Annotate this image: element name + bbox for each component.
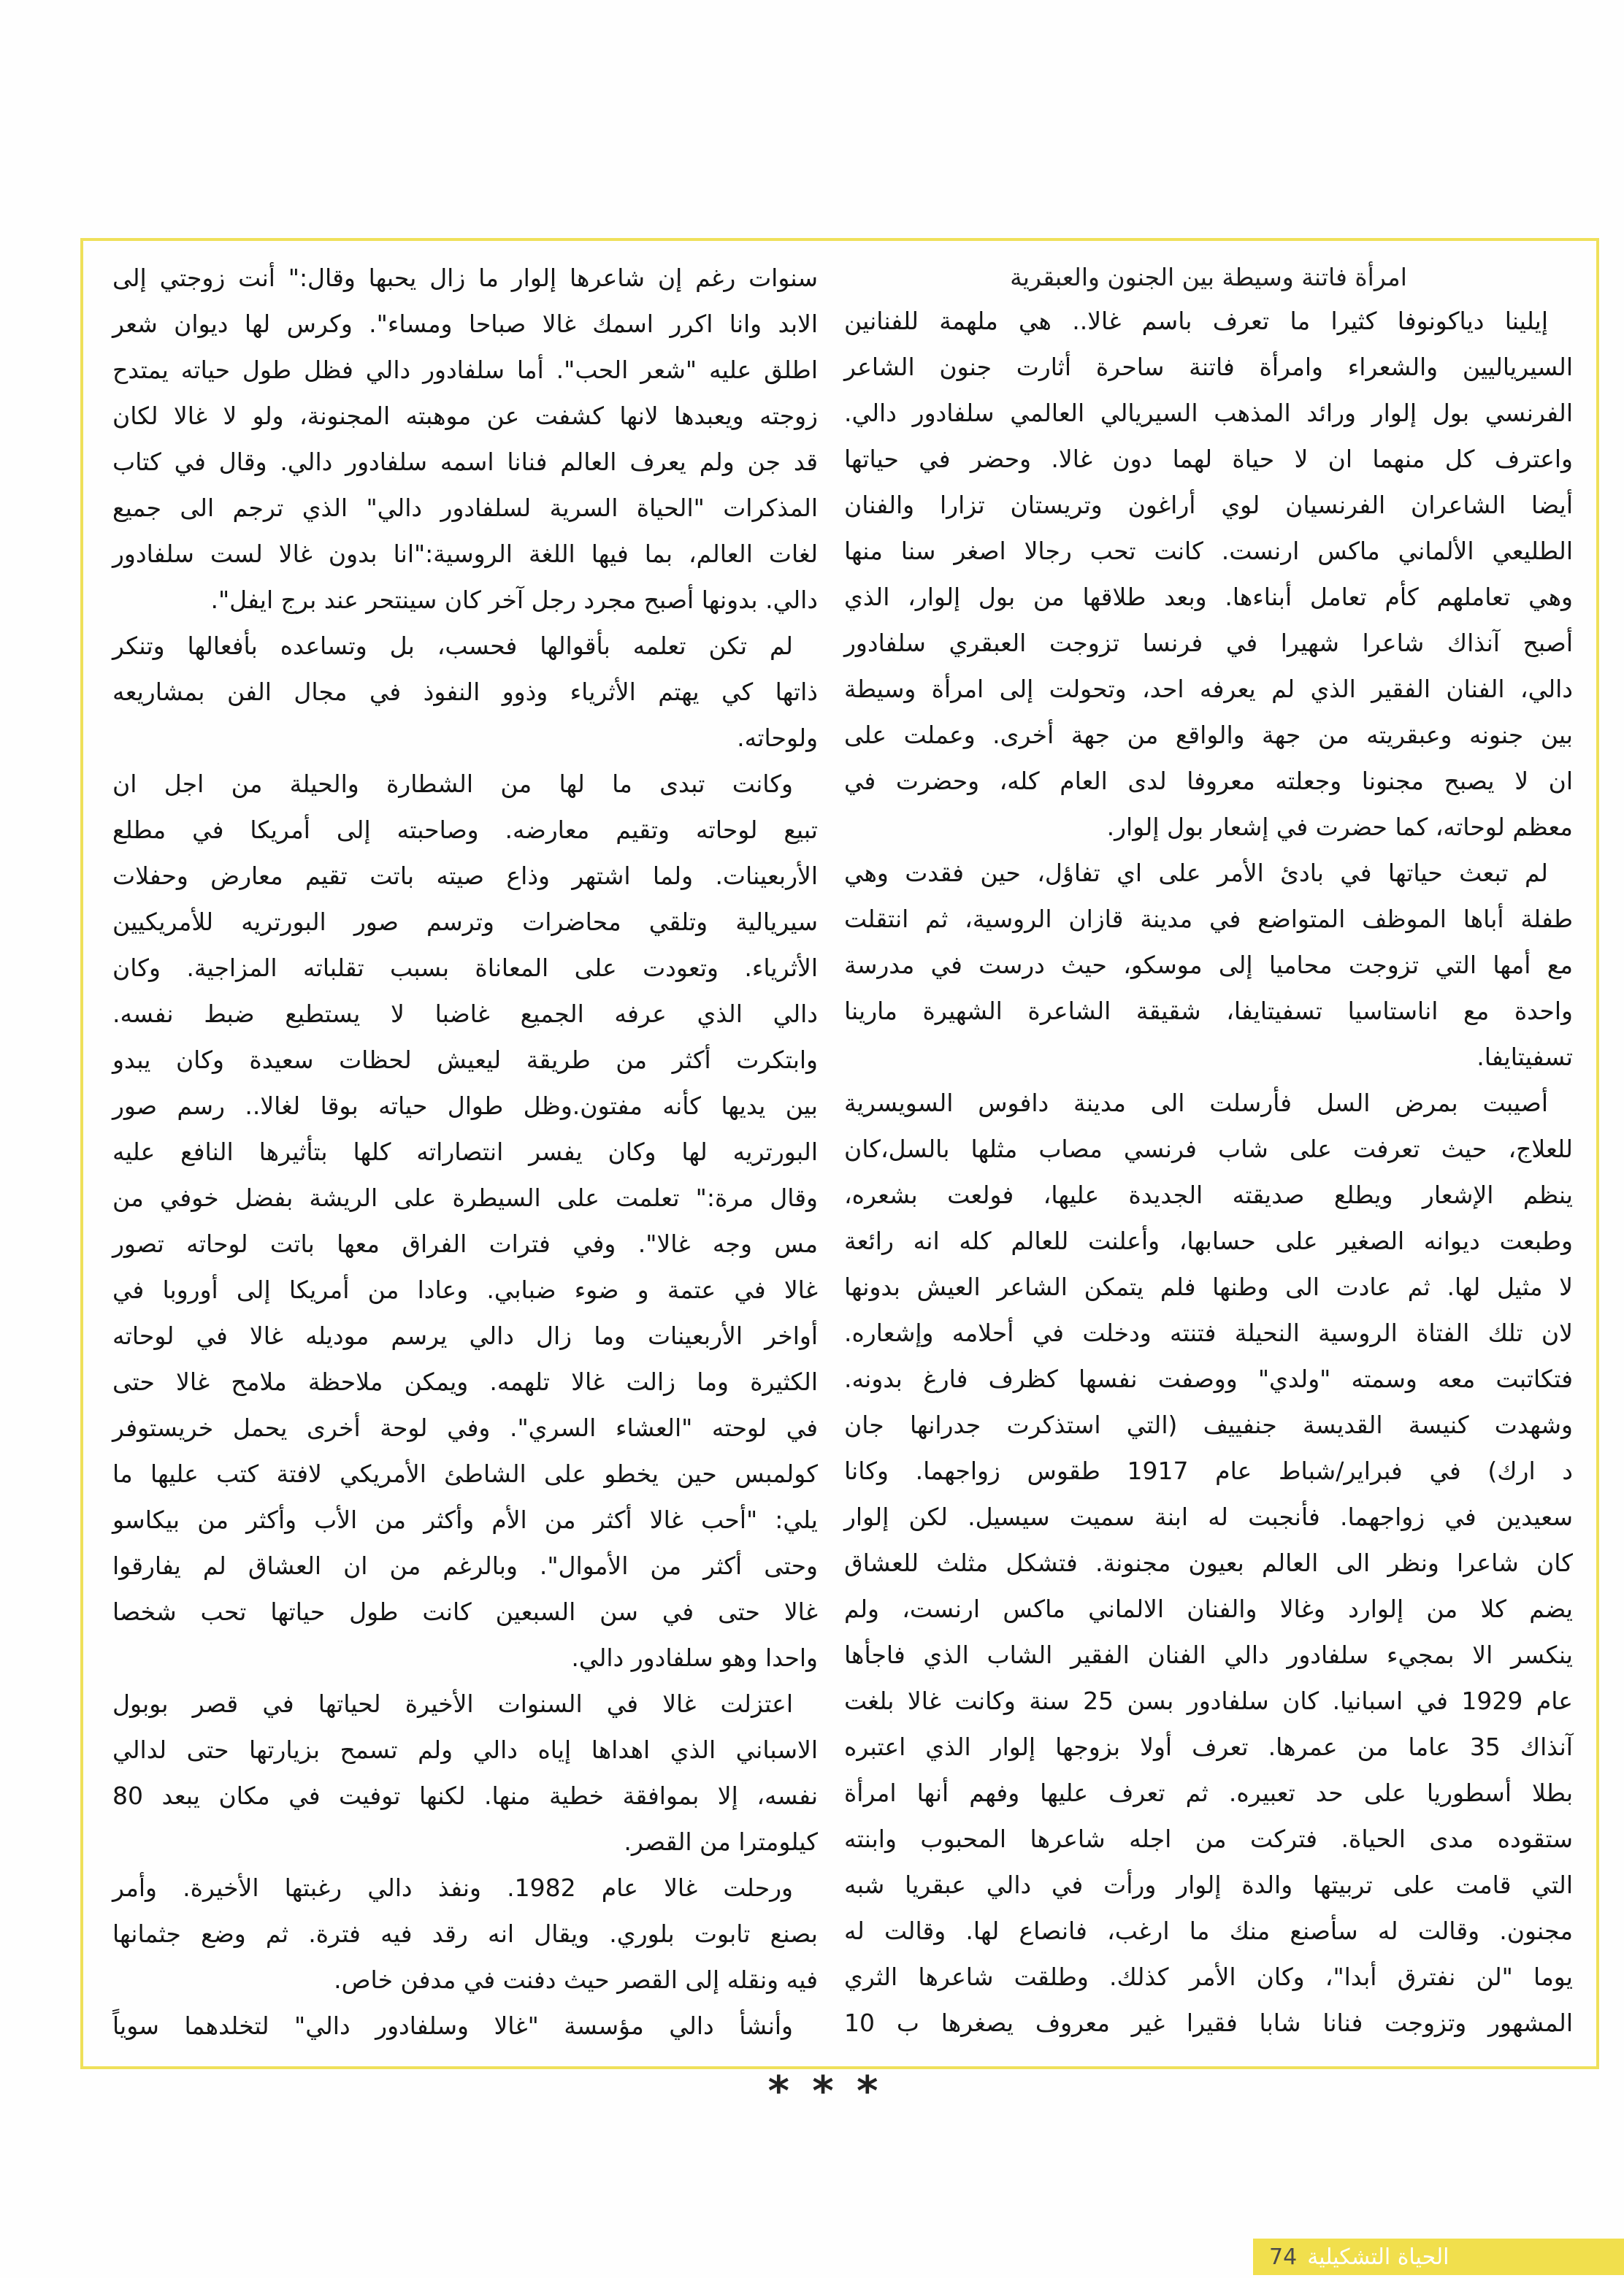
right-column-line: معظم لوحاته، كما حضرت في إشعار بول إلوار.: [1106, 813, 1573, 841]
left-column-line: مس وجه غالا". وفي فترات الفراق معها باتت لوحاته تصور: [112, 1230, 818, 1258]
left-column-line: دالي الذي عرفه الجميع غاضبا لا يستطيع ضبط نفسه.: [112, 1000, 818, 1028]
right-column-line: واحدة مع اناستاسيا تسفيتايفا، شقيقة الشاعرة الشهيرة مارينا: [844, 997, 1573, 1025]
left-column-line: زوجته ويعبدها لانها كشفت عن موهبته المجنونة، ولو لا غالا لكان: [112, 402, 818, 430]
left-column-line: لم تكن تعلمه بأقوالها فحسب، بل وتساعده بأفعالها وتنكر: [112, 632, 793, 660]
left-column-line: أواخر الأربعينات وما زال دالي يرسم موديله غالا في لوحاته: [112, 1322, 818, 1350]
left-column-line: بصنع تابوت بلوري. ويقال انه رقد فيه فترة. ثم وضع جثمانها: [112, 1920, 818, 1948]
paragraph: [844, 850, 1573, 1080]
left-column-line: سيريالية وتلقي محاضرات وترسم صور البورتريه للأمريكيين: [112, 908, 818, 936]
right-column-line: دالي، الفنان الفقير الذي لم يعرفه احد، وتحولت إلى امرأة وسيطة: [844, 675, 1573, 703]
left-column-line: نفسه، إلا بموافقة خطية منها. لكنها توفيت في مكان يبعد 80: [112, 1782, 818, 1810]
left-column-line: فيه ونقله إلى القصر حيث دفنت في مدفن خاص.: [334, 1966, 818, 1994]
left-column-line: يلي: "أحب غالا أكثر من الأم وأكثر من الأب وأكثر من بيكاسو: [112, 1506, 818, 1534]
left-column-line: وأنشأ دالي مؤسسة "غالا وسلفادور دالي" لتخلدهما سوياً: [112, 2012, 793, 2040]
left-column-line: الأثرياء. وتعودت على المعاناة بسبب تقلباته المزاجية. وكان: [112, 954, 818, 982]
left-column-line: لغات العالم، بما فيها اللغة الروسية:"انا بدون غالا لست سلفادور: [112, 540, 818, 568]
footer-bar: [1253, 2239, 1624, 2275]
right-column-line: كان شاعرا ونظر الى العالم بعيون مجنونة. فتشكل مثلث للعشاق: [844, 1549, 1573, 1577]
left-column-line: الأربعينات. ولما اشتهر وذاع صيته باتت تقيم معارض وحفلات: [112, 862, 818, 890]
right-column-line: وشهدت كنيسة القديسة جنفييف (التي استذكرت جدرانها جان: [844, 1411, 1573, 1439]
left-column-line: دالي. بدونها أصبح مجرد رجل آخر كان سينتحر عند برج ايفل".: [210, 586, 818, 614]
left-column-line: الابد وانا اكرر اسمك غالا صباحا ومساء". وكرس لها ديوان شعر: [112, 310, 818, 338]
left-column-line: ذاتها كي يهتم الأثرياء وذوو النفوذ في مجال الفن بمشاريعه: [112, 678, 818, 706]
right-column-line: الفرنسي بول إلوار ورائد المذهب السيريالي العالمي سلفادور دالي.: [844, 399, 1573, 427]
left-column-line: بين يديها كأنه مفتون.وظل طوال حياته بوقا لغالا.. رسم صور: [112, 1092, 818, 1120]
right-column: [844, 257, 1573, 2046]
right-column-line: آنذاك 35 عاما من عمرها. تعرف أولا بزوجها إلوار الذي اعتبره: [844, 1733, 1573, 1761]
left-column-line: اعتزلت غالا في السنوات الأخيرة لحياتها في قصر بوبول: [112, 1690, 793, 1718]
right-column-line: أصبح آنذاك شاعرا شهيرا في فرنسا تزوجت العبقري سلفادور: [844, 629, 1573, 657]
left-column-line: كيلومترا من القصر.: [624, 1828, 818, 1856]
left-column-line: قد جن ولم يعرف العالم فنانا اسمه سلفادور دالي. وقال في كتاب: [112, 448, 818, 476]
left-column-line: الاسباني الذي اهداها إياه دالي ولم تسمح بزيارتها حتى لدالي: [112, 1736, 818, 1764]
right-column-line: بطلا أسطوريا على حد تعبيره. ثم تعرف عليها وفهم أنها امرأة: [844, 1779, 1573, 1807]
right-column-line: عام 1929 في اسبانيا. كان سلفادور بسن 25 سنة وكانت غالا بلغت: [844, 1687, 1573, 1715]
right-column-line: وطبعت ديوانه الصغير على حسابها، وأعلنت للعالم كله انه رائعة: [844, 1227, 1573, 1255]
left-column-line: سنوات رغم إن شاعرها إلوار ما زال يحبها وقال:" أنت زوجتي إلى: [112, 264, 818, 292]
right-column-line: أصيبت بمرض السل فأرسلت الى مدينة دافوس السويسرية: [844, 1089, 1548, 1117]
left-column-line: وكانت تبدى ما لها من الشطارة والحيلة من اجل ان: [112, 770, 793, 798]
right-column-line: التي قامت على تربيتها والدة إلوار ورأت في دالي عبقريا شبه: [844, 1871, 1573, 1899]
right-column-line: ينظم الإشعار ويطلع صديقته الجديدة عليها، فولعت بشعره،: [844, 1181, 1573, 1209]
paragraph: [112, 1865, 818, 2003]
right-column-line: إيلينا دياكونوفا كثيرا ما تعرف باسم غالا.. هي ملهمة للفنانين: [844, 307, 1548, 335]
right-column-line: المشهور وتزوجت فنانا شابا فقيرا غير معروف يصغرها ب 10: [844, 2009, 1573, 2037]
left-column-line: غالا في عتمة و ضوء ضبابي. وعادا من أمريكا إلى أوروبا في: [112, 1276, 818, 1304]
paragraph: [112, 2003, 818, 2049]
right-column-line: السيرياليين والشعراء وامرأة فاتنة ساحرة أثارت جنون الشاعر: [844, 353, 1573, 381]
left-column-line: وقال مرة:" تعلمت على السيطرة على الريشة بفضل خوفي من: [112, 1184, 818, 1212]
right-column-line: الطليعي الألماني ماكس ارنست. كانت تحب رجالا اصغر سنا منها: [844, 537, 1573, 565]
left-column-line: غالا حتى في سن السبعين كانت طول حياتها تحب شخصا: [112, 1598, 818, 1626]
left-column-line: تبيع لوحاته وتقيم معارضه. وصاحبته إلى أمريكا في مطلع: [112, 816, 818, 844]
right-column-line: مع أمها التي تزوجت محاميا إلى موسكو، حيث درست في مدرسة: [844, 951, 1573, 979]
right-column-line: طفلة أباها الموظف المتواضع في مدينة قازان الروسية، ثم انتقلت: [844, 905, 1573, 933]
article-title: امرأة فاتنة وسيطة بين الجنون والعبقرية: [1010, 263, 1407, 291]
left-column: [112, 255, 818, 2049]
right-column-line: ان لا يصبح مجنونا وجعلته معروفا لدى العام كله، وحضرت في: [844, 767, 1573, 795]
section-divider-asterisks: * * *: [767, 2068, 883, 2115]
right-column-line: سعيدين في زواجهما. فأنجبت له ابنة سميت سيسيل. لكن إلوار: [844, 1503, 1573, 1531]
right-column-line: للعلاج، حيث تعرفت على شاب فرنسي مصاب مثلها بالسل،كان: [844, 1135, 1573, 1163]
right-column-line: لا مثيل لها. ثم عادت الى وطنها فلم يتمكن الشاعر العيش بدونها: [844, 1273, 1573, 1301]
left-column-line: وابتكرت أكثر من طريقة ليعيش لحظات سعيدة وكان يبدو: [112, 1046, 818, 1074]
left-column-line: اطلق عليه "شعر الحب". أما سلفادور دالي فظل طول حياته يمتدح: [112, 356, 818, 384]
right-column-line: د ارك) في فبراير/شباط عام 1917 طقوس زواجهما. وكانا: [844, 1457, 1573, 1485]
left-column-line: وحتى أكثر من الأموال". وبالرغم من ان العشاق لم يفارقوا: [112, 1552, 818, 1580]
paragraph: [844, 298, 1573, 850]
left-column-line: في لوحته "العشاء السري". وفي لوحة أخرى يحمل خريستوفر: [112, 1414, 818, 1442]
right-column-line: يوما "لن نفترق أبدا"، وكان الأمر كذلك. وطلقت شاعرها الثري: [844, 1963, 1573, 1991]
left-column-line: ولوحاته.: [737, 724, 818, 752]
page-number: 74: [1269, 2244, 1298, 2270]
right-column-line: ينكسر الا بمجيء سلفادور دالي الفنان الفقير الشاب الذي فاجأها: [844, 1641, 1573, 1669]
paragraph: [112, 1681, 818, 1865]
left-column-line: الكثيرة وما زالت غالا تلهمه. ويمكن ملاحظة ملامح غالا حتى: [112, 1368, 818, 1396]
left-column-line: المذكرات "الحياة السرية لسلفادور دالي" الذي ترجم الى جميع: [112, 494, 818, 522]
right-column-line: أيضا الشاعران الفرنسيان لوي أراغون وتريستان تزارا والفنان: [844, 491, 1573, 519]
right-column-line: وهي تعاملهم كأم تعامل أبناءها. وبعد طلاقها من بول إلوار، الذي: [844, 583, 1573, 611]
left-column-line: كولمبس حين يخطو على الشاطئ الأمريكي لافتة كتب عليها ما: [112, 1460, 818, 1488]
left-column-line: ورحلت غالا عام 1982. ونفذ دالي رغبتها الأخيرة. وأمر: [112, 1874, 793, 1902]
left-column-line: البورتريه لها وكان يفسر انتصاراته كلها بتأثيرها النافع عليه: [112, 1138, 818, 1166]
right-column-line: ستقوده مدى الحياة. فتركت من اجله شاعرها المحبوب وابنته: [844, 1825, 1573, 1853]
right-column-line: مجنون. وقالت له سأصنع منك ما ارغب، فانصاع لها. وقالت له: [844, 1917, 1573, 1945]
left-column-line: واحدا وهو سلفادور دالي.: [571, 1644, 818, 1672]
paragraph: [112, 623, 818, 761]
right-column-line: واعترف كل منهما ان لا حياة لهما دون غالا. وحضر في حياتها: [844, 445, 1573, 473]
right-column-line: لم تبعث حياتها في بادئ الأمر على اي تفاؤل، حين فقدت وهي: [844, 859, 1548, 887]
paragraph: [844, 1080, 1573, 2046]
magazine-name: الحياة التشكيلية: [1307, 2244, 1449, 2270]
right-column-line: فتكاتبت معه وسمته "ولدي" ووصفت نفسها كظرف فارغ بدونه.: [844, 1365, 1573, 1393]
right-column-line: يضم كلا من إلوارد وغالا والفنان الالماني ماكس ارنست، ولم: [844, 1595, 1573, 1623]
paragraph: [112, 255, 818, 623]
paragraph: [112, 761, 818, 1681]
right-column-line: لان تلك الفتاة الروسية النحيلة فتنته ودخلت في أحلامه وإشعاره.: [844, 1319, 1573, 1347]
right-column-line: تسفيتايفا.: [1476, 1043, 1573, 1071]
right-column-line: بين جنونه وعبقريته من جهة والواقع من جهة أخرى. وعملت على: [844, 721, 1573, 749]
